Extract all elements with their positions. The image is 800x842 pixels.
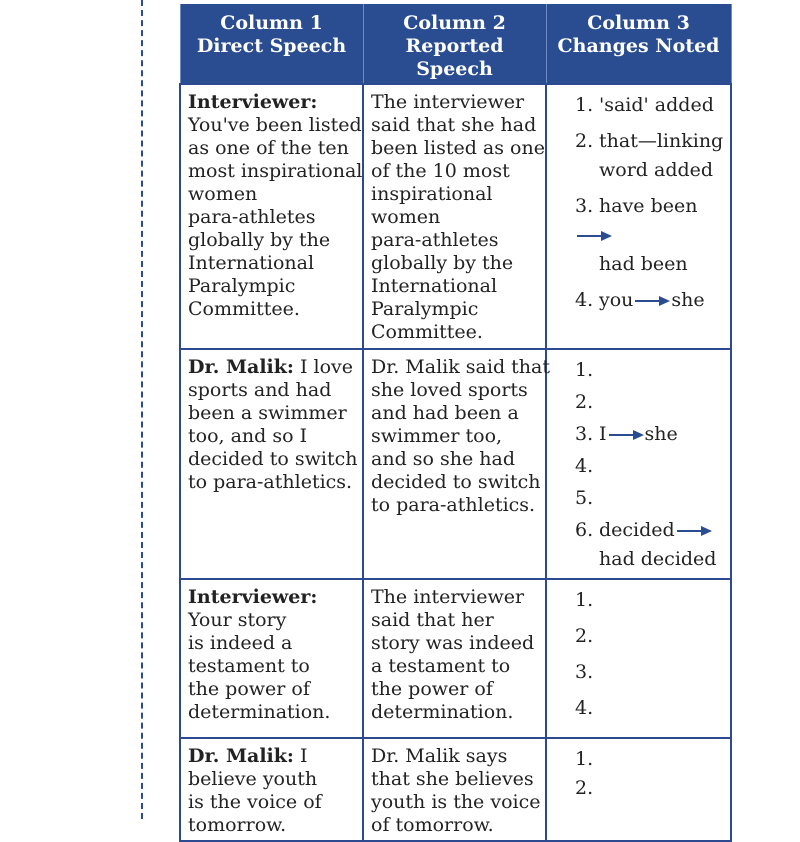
change-number: 4.	[575, 697, 594, 719]
right-arrow-icon	[607, 429, 645, 441]
text-line: testament to	[188, 655, 310, 677]
change-number: 1.	[575, 94, 594, 116]
text-line: been listed as one	[371, 137, 545, 159]
change-item	[575, 91, 726, 120]
text-line: swimmer too,	[371, 425, 503, 447]
column-2-number: Column 2	[403, 12, 506, 34]
right-arrow-icon	[575, 230, 613, 242]
text-line: youth is the voice	[371, 791, 541, 813]
change-item	[575, 745, 726, 774]
column-3-title: Changes Noted	[557, 35, 720, 57]
change-result: she	[644, 423, 678, 445]
text-line: International	[371, 275, 498, 297]
change-number: 3.	[575, 423, 594, 445]
change-item	[575, 286, 726, 315]
text-line: Dr. Malik said that	[371, 356, 550, 378]
text-line: Paralympic	[371, 298, 479, 320]
reported-speech-text	[371, 91, 545, 344]
column-2-header	[363, 4, 546, 84]
right-arrow-icon	[633, 295, 671, 307]
text-line: sports and had	[188, 379, 332, 401]
text-line: globally by the	[188, 229, 331, 251]
change-number: 2.	[575, 391, 594, 413]
change-item	[575, 774, 726, 803]
text-line: is the voice of	[188, 791, 322, 813]
direct-speech-cell	[180, 349, 363, 579]
change-item	[575, 356, 726, 385]
change-item	[575, 127, 726, 185]
text-line: too, and so I	[188, 425, 308, 447]
speech-comparison-table	[179, 4, 732, 842]
text-line: a testament to	[371, 655, 511, 677]
text-line: the power of	[371, 678, 493, 700]
table-row	[180, 738, 731, 841]
reported-speech-text	[371, 356, 550, 517]
change-text: I	[599, 423, 607, 445]
change-item	[575, 388, 726, 417]
column-1-title: Direct Speech	[196, 35, 347, 57]
changes-cell	[546, 349, 731, 579]
speaker-label: Dr. Malik:	[188, 745, 294, 767]
table-row	[180, 84, 731, 349]
change-number: 1.	[575, 359, 594, 381]
direct-speech-first-words: I	[293, 745, 308, 767]
text-line: The interviewer	[371, 586, 525, 608]
change-text: that—linking	[599, 130, 724, 152]
text-line: decided to switch	[188, 448, 358, 470]
reported-speech-text	[371, 745, 541, 837]
change-text-continued: had been	[599, 253, 688, 275]
text-line: Dr. Malik says	[371, 745, 508, 767]
text-line: and had been a	[371, 402, 519, 424]
text-line: inspirational	[371, 183, 493, 205]
text-line: believe youth	[188, 768, 318, 790]
reported-speech-cell	[363, 579, 546, 738]
reported-speech-cell	[363, 84, 546, 349]
change-item	[575, 694, 726, 723]
change-item	[575, 420, 726, 449]
text-line: Your story	[188, 609, 287, 631]
text-line: determination.	[188, 701, 331, 723]
change-text-continued: had decided	[599, 548, 717, 570]
direct-speech-cell	[180, 738, 363, 841]
change-text-continued: word added	[599, 159, 714, 181]
direct-speech-cell	[180, 579, 363, 738]
change-item	[575, 658, 726, 687]
text-line: to para-athletics.	[371, 494, 536, 516]
change-number: 4.	[575, 455, 594, 477]
text-line: Paralympic	[188, 275, 296, 297]
text-line: decided to switch	[371, 471, 541, 493]
change-number: 2.	[575, 625, 594, 647]
changes-list	[575, 745, 726, 803]
text-line: most inspirational	[188, 160, 363, 182]
column-3-number: Column 3	[587, 12, 690, 34]
change-number: 3.	[575, 661, 594, 683]
text-line: to para-athletics.	[188, 471, 353, 493]
change-number: 6.	[575, 519, 594, 541]
column-3-header	[546, 4, 731, 84]
text-line: story was indeed	[371, 632, 535, 654]
text-line: Committee.	[371, 321, 483, 343]
text-line: and so she had	[371, 448, 515, 470]
table-row	[180, 349, 731, 579]
changes-list	[575, 356, 726, 574]
text-line: The interviewer	[371, 91, 525, 113]
text-line: is indeed a	[188, 632, 293, 654]
speaker-label: Interviewer:	[188, 91, 318, 113]
change-item	[575, 192, 726, 279]
direct-speech-text	[188, 768, 358, 837]
text-line: determination.	[371, 701, 514, 723]
text-line: been a swimmer	[188, 402, 347, 424]
text-line: said that her	[371, 609, 494, 631]
text-line: International	[188, 252, 315, 274]
change-number: 2.	[575, 777, 594, 799]
text-line: of the 10 most	[371, 160, 510, 182]
text-line: para-athletes	[188, 206, 316, 228]
changes-cell	[546, 579, 731, 738]
changes-cell	[546, 738, 731, 841]
change-item	[575, 586, 726, 615]
text-line: women	[371, 206, 441, 228]
text-line: Committee.	[188, 298, 300, 320]
change-item	[575, 484, 726, 513]
change-text: decided	[599, 519, 675, 541]
table-row	[180, 579, 731, 738]
column-1-number: Column 1	[220, 12, 323, 34]
reported-speech-cell	[363, 738, 546, 841]
change-result: she	[671, 289, 705, 311]
change-text: 'said' added	[599, 94, 714, 116]
text-line: women	[188, 183, 258, 205]
text-line: as one of the ten	[188, 137, 349, 159]
speaker-label: Interviewer:	[188, 586, 318, 608]
direct-speech-text	[188, 609, 358, 724]
text-line: that she believes	[371, 768, 534, 790]
change-number: 2.	[575, 130, 594, 152]
changes-list	[575, 586, 726, 723]
change-number: 1.	[575, 748, 594, 770]
dashed-margin-line	[141, 0, 143, 819]
changes-list	[575, 91, 726, 315]
change-number: 5.	[575, 487, 594, 509]
change-item	[575, 622, 726, 651]
text-line: of tomorrow.	[371, 814, 494, 836]
text-line: said that she had	[371, 114, 537, 136]
text-line: the power of	[188, 678, 310, 700]
direct-speech-cell	[180, 84, 363, 349]
text-line: globally by the	[371, 252, 514, 274]
reported-speech-cell	[363, 349, 550, 579]
change-item	[575, 452, 726, 481]
text-line: tomorrow.	[188, 814, 287, 836]
change-number: 1.	[575, 589, 594, 611]
text-line: You've been listed	[188, 114, 362, 136]
change-number: 4.	[575, 289, 594, 311]
text-line: she loved sports	[371, 379, 528, 401]
direct-speech-first-words: I love	[293, 356, 354, 378]
direct-speech-text	[188, 114, 363, 321]
table-header-row	[180, 4, 731, 84]
text-line: para-athletes	[371, 229, 499, 251]
column-2-title: Reported Speech	[405, 35, 504, 80]
change-text: have been	[599, 195, 698, 217]
changes-cell	[546, 84, 731, 349]
reported-speech-text	[371, 586, 541, 724]
direct-speech-text	[188, 379, 358, 494]
column-1-header	[180, 4, 363, 84]
speaker-label: Dr. Malik:	[188, 356, 294, 378]
change-number: 3.	[575, 195, 594, 217]
right-arrow-icon	[675, 525, 713, 537]
change-item	[575, 516, 726, 574]
change-text: you	[599, 289, 634, 311]
